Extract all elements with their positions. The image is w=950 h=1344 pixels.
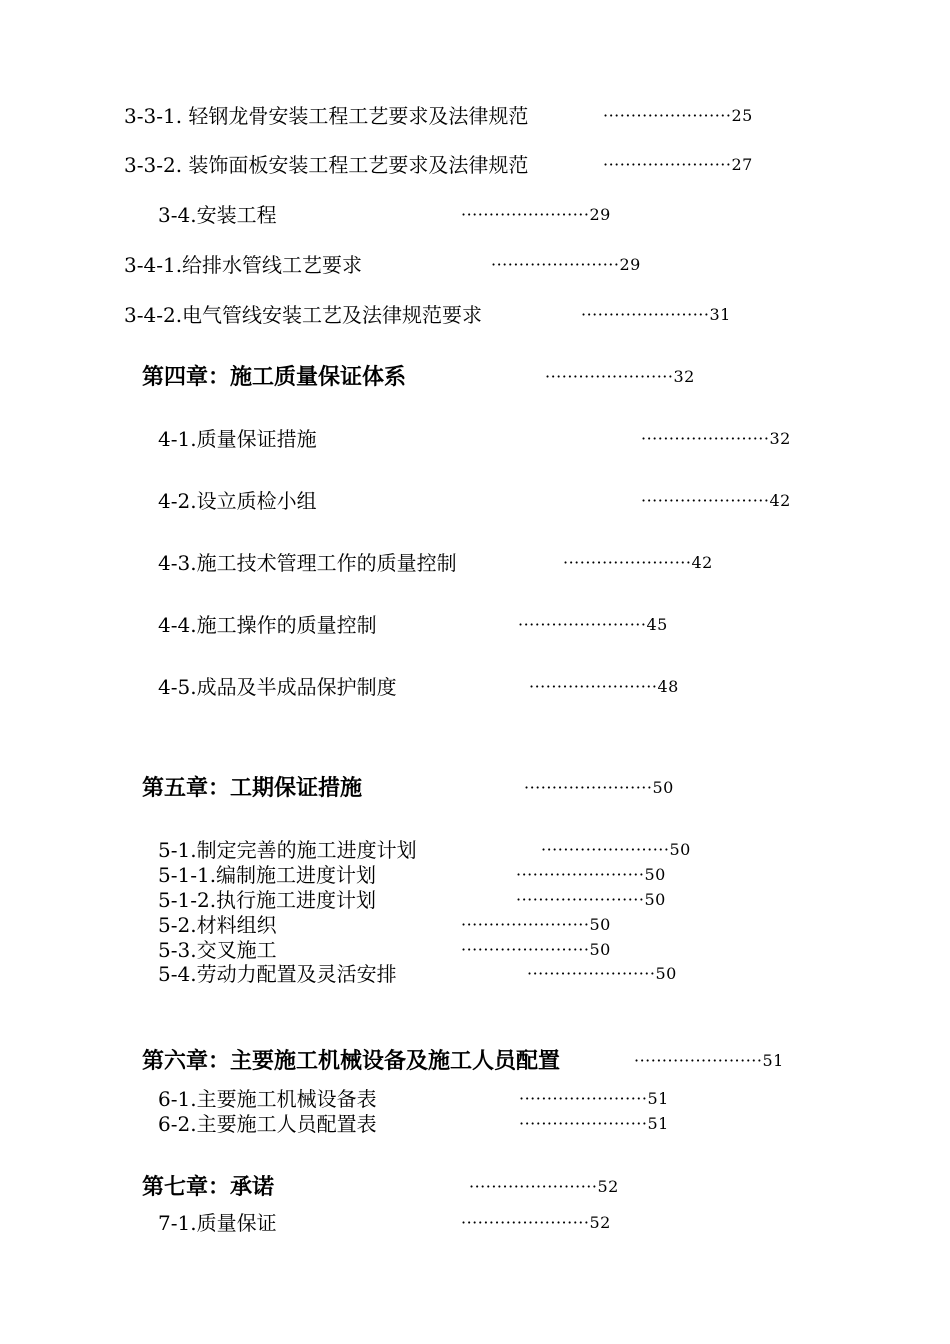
toc-dot-leader: ·······················: [527, 964, 656, 983]
toc-page-number: 50: [669, 840, 691, 859]
toc-entry: [0, 424, 950, 454]
toc-entry-title: 6-2.主要施工人员配置表: [158, 1112, 377, 1136]
toc-dot-leader: ·······················: [461, 1213, 590, 1232]
toc-entry-title: 3-4-1.给排水管线工艺要求: [124, 253, 363, 277]
toc-entry-title: 4-5.成品及半成品保护制度: [158, 675, 397, 699]
toc-entry-title: 3-4-2.电气管线安装工艺及法律规范要求: [124, 303, 483, 327]
toc-leader: [581, 300, 731, 330]
toc-entry-title: 5-3.交叉施工: [158, 938, 277, 962]
toc-leader: [603, 101, 753, 131]
toc-entry-title: 6-1.主要施工机械设备表: [158, 1087, 377, 1111]
toc-page-number: 50: [652, 778, 674, 797]
toc-page-number: 50: [644, 865, 666, 884]
toc-page-number: 32: [673, 367, 695, 386]
toc-entry-title: 4-3.施工技术管理工作的质量控制: [158, 551, 457, 575]
toc-leader: [529, 672, 679, 702]
toc-dot-leader: ·······················: [461, 940, 590, 959]
toc-page-number: 50: [589, 915, 611, 934]
toc-leader: [641, 424, 791, 454]
toc-dot-leader: ·······················: [461, 915, 590, 934]
toc-entry-title: 第七章：承诺: [142, 1174, 275, 1200]
toc-page-number: 50: [644, 890, 666, 909]
toc-page-number: 50: [589, 940, 611, 959]
toc-page-number: 48: [657, 677, 679, 696]
toc-dot-leader: ·······················: [469, 1177, 598, 1196]
toc-page-number: 50: [655, 964, 677, 983]
toc-entry-title: 第六章：主要施工机械设备及施工人员配置: [142, 1048, 561, 1074]
toc-leader: [469, 1172, 619, 1202]
toc-entry-title: 5-1-2.执行施工进度计划: [158, 888, 377, 912]
toc-chapter-entry: [0, 362, 950, 392]
toc-entry: [0, 610, 950, 640]
toc-entry: [0, 486, 950, 516]
toc-dot-leader: ·······················: [581, 305, 710, 324]
toc-entry: [0, 548, 950, 578]
toc-entry: [0, 200, 950, 230]
toc-entry-title: 7-1.质量保证: [158, 1211, 277, 1235]
toc-entry: [0, 250, 950, 280]
toc-dot-leader: ·······················: [634, 1051, 763, 1070]
toc-dot-leader: ·······················: [519, 1089, 648, 1108]
toc-dot-leader: ·······················: [529, 677, 658, 696]
toc-dot-leader: ·······················: [641, 491, 770, 510]
toc-dot-leader: ·······················: [491, 255, 620, 274]
toc-dot-leader: ·······················: [518, 615, 647, 634]
toc-chapter-entry: [0, 1046, 950, 1076]
toc-chapter-entry: [0, 1172, 950, 1202]
toc-page-number: 29: [619, 255, 641, 274]
toc-dot-leader: ·······················: [641, 429, 770, 448]
toc-page-number: 32: [769, 429, 791, 448]
toc-page-number: 31: [709, 305, 731, 324]
toc-entry-title: 5-2.材料组织: [158, 913, 277, 937]
toc-entry: [0, 959, 950, 989]
toc-dot-leader: ·······················: [524, 778, 653, 797]
toc-entry-title: 3-4.安装工程: [158, 203, 277, 227]
toc-leader: [524, 773, 674, 803]
toc-entry-title: 4-2.设立质检小组: [158, 489, 317, 513]
toc-entry: [0, 150, 950, 180]
toc-leader: [641, 486, 791, 516]
toc-leader: [461, 1208, 611, 1238]
toc-leader: [518, 610, 668, 640]
toc-entry: [0, 1208, 950, 1238]
toc-chapter-entry: [0, 773, 950, 803]
toc-leader: [545, 362, 695, 392]
toc-entry: [0, 300, 950, 330]
toc-dot-leader: ·······················: [516, 865, 645, 884]
toc-page-number: 52: [589, 1213, 611, 1232]
toc-dot-leader: ·······················: [461, 205, 590, 224]
toc-entry: [0, 1109, 950, 1139]
toc-entry-title: 5-1.制定完善的施工进度计划: [158, 838, 417, 862]
toc-entry: [0, 672, 950, 702]
toc-entry-title: 4-1.质量保证措施: [158, 427, 317, 451]
toc-entry-title: 5-1-1.编制施工进度计划: [158, 863, 377, 887]
toc-entry-title: 第四章：施工质量保证体系: [142, 364, 407, 390]
toc-leader: [519, 1109, 669, 1139]
toc-dot-leader: ·······················: [563, 553, 692, 572]
toc-page-number: 25: [731, 106, 753, 125]
toc-page-number: 27: [731, 155, 753, 174]
toc-leader: [634, 1046, 784, 1076]
toc-leader: [461, 200, 611, 230]
toc-dot-leader: ·······················: [603, 155, 732, 174]
toc-page-number: 45: [646, 615, 668, 634]
toc-entry: [0, 101, 950, 131]
toc-dot-leader: ·······················: [519, 1114, 648, 1133]
toc-entry-title: 4-4.施工操作的质量控制: [158, 613, 377, 637]
toc-entry-title: 5-4.劳动力配置及灵活安排: [158, 962, 397, 986]
toc-leader: [527, 959, 677, 989]
toc-page-number: 29: [589, 205, 611, 224]
toc-dot-leader: ·······················: [541, 840, 670, 859]
toc-page-number: 51: [647, 1114, 669, 1133]
toc-page-number: 51: [762, 1051, 784, 1070]
toc-dot-leader: ·······················: [516, 890, 645, 909]
toc-dot-leader: ·······················: [603, 106, 732, 125]
toc-leader: [603, 150, 753, 180]
toc-entry-title: 3-3-1. 轻钢龙骨安装工程工艺要求及法律规范: [124, 104, 529, 128]
toc-page-number: 42: [769, 491, 791, 510]
toc-page-number: 51: [647, 1089, 669, 1108]
toc-entry-title: 第五章：工期保证措施: [142, 775, 363, 801]
toc-leader: [563, 548, 713, 578]
toc-dot-leader: ·······················: [545, 367, 674, 386]
toc-leader: [491, 250, 641, 280]
toc-entry-title: 3-3-2. 装饰面板安装工程工艺要求及法律规范: [124, 153, 529, 177]
toc-page-number: 52: [597, 1177, 619, 1196]
toc-page-number: 42: [691, 553, 713, 572]
